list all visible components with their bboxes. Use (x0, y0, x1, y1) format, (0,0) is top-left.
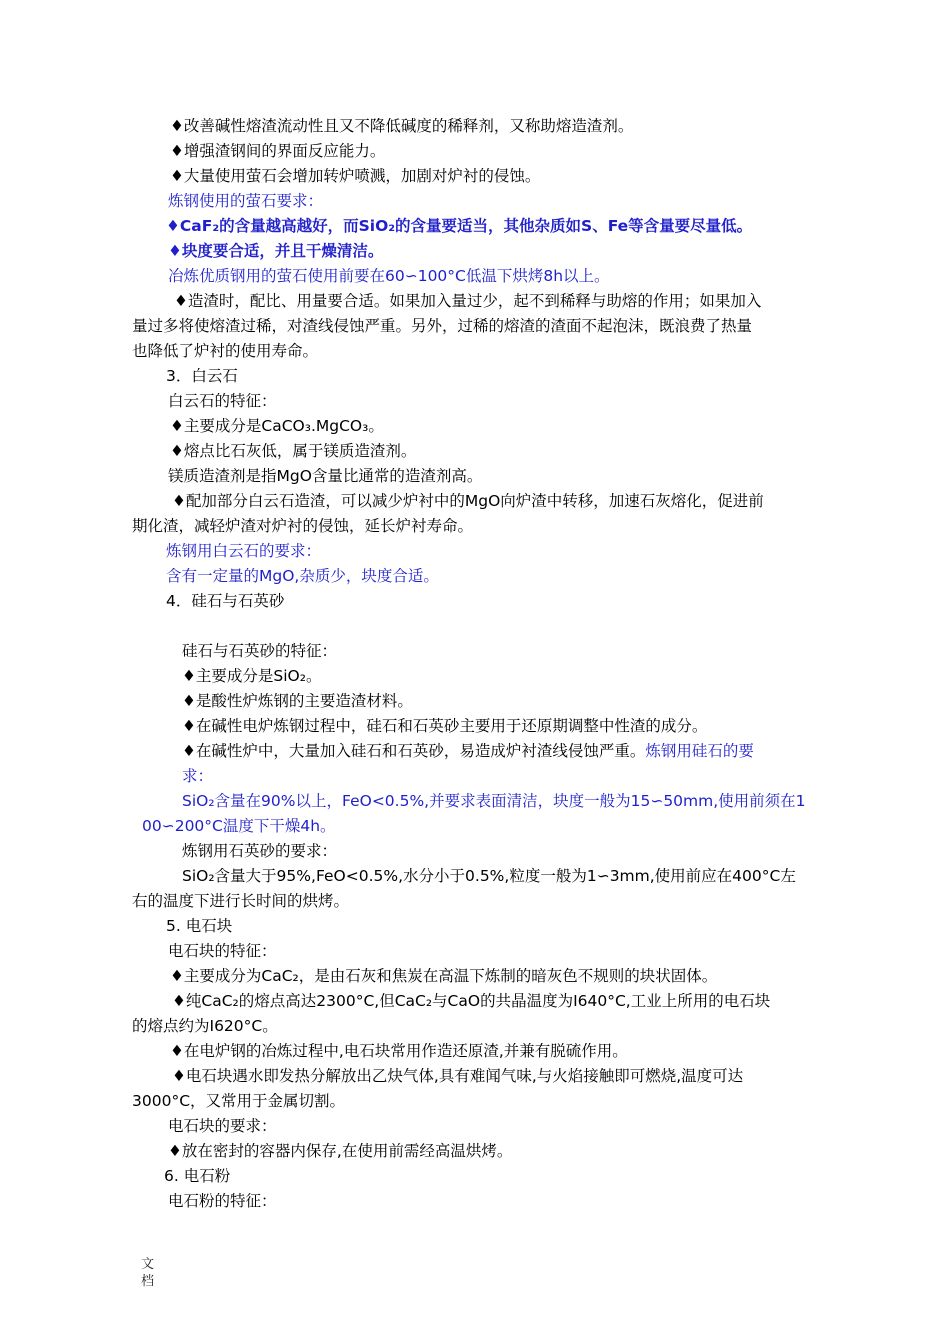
subheading: 硅石与石英砂的特征： (182, 642, 338, 660)
section-title: 3．白云石 (166, 367, 238, 385)
paragraph-line: 也降低了炉衬的使用寿命。 (132, 342, 319, 360)
subheading: 电石块的特征： (168, 942, 277, 960)
paragraph-line: ♦纯CaC₂的熔点高达2300°C,但CaC₂与CaO的共晶温度为I640°C,工业上所用的电石块 (172, 992, 771, 1010)
section-title: 5. 电石块 (166, 917, 233, 935)
text-line: ♦是酸性炉炼钢的主要造渣材料。 (182, 692, 413, 710)
text-line: ♦大量使用萤石会增加转炉喷溅，加剧对炉衬的侵蚀。 (170, 167, 541, 185)
section-title: 4．硅石与石英砂 (166, 592, 285, 610)
text-line (182, 741, 754, 761)
text-line: ♦在电炉钢的冶炼过程中,电石块常用作造还原渣,并兼有脱硫作用。 (170, 1042, 628, 1060)
requirement-line: 冶炼优质钢用的萤石使用前要在60∽100°C低温下烘烤8h以上。 (168, 267, 610, 285)
text-line: ♦主要成分是CaCO₃.MgCO₃。 (170, 417, 384, 435)
paragraph-line: SiO₂含量大于95%,FeO<0.5%,水分小于0.5%,粒度一般为1∽3mm,使用前应在400°C左 (182, 867, 796, 885)
section-title: 6. 电石粉 (164, 1167, 231, 1185)
text-line: ♦主要成分是SiO₂。 (182, 667, 322, 685)
paragraph-line: 期化渣，减轻炉渣对炉衬的侵蚀，延长炉衬寿命。 (132, 517, 474, 535)
page-footer-label: 文档 (141, 1257, 155, 1289)
text-line: ♦熔点比石灰低，属于镁质造渣剂。 (170, 442, 417, 460)
text-line: ♦改善碱性熔渣流动性且又不降低碱度的稀释剂，又称助熔造渣剂。 (170, 117, 634, 135)
paragraph-line: ♦造渣时，配比、用量要合适。如果加入量过少，起不到稀释与助熔的作用；如果加入 (174, 292, 762, 310)
text-segment: ♦在碱性炉中，大量加入硅石和石英砂，易造成炉衬渣线侵蚀严重。 (182, 742, 646, 760)
paragraph-line: 右的温度下进行长时间的烘烤。 (132, 892, 350, 910)
paragraph-line: ♦电石块遇水即发热分解放出乙炔气体,具有难闻气味,与火焰接触即可燃烧,温度可达 (172, 1067, 744, 1085)
paragraph-line: 量过多将使熔渣过稀，对渣线侵蚀严重。另外，过稀的熔渣的渣面不起泡沫，既浪费了热量 (132, 317, 753, 335)
text-line: ♦主要成分为CaC₂，是由石灰和焦炭在高温下炼制的暗灰色不规则的块状固体。 (170, 967, 718, 985)
paragraph-line: 的熔点约为I620°C。 (132, 1017, 278, 1035)
section-heading: 炼钢用白云石的要求： (166, 542, 322, 560)
subheading: 白云石的特征： (168, 392, 277, 410)
text-line: 镁质造渣剂是指MgO含量比通常的造渣剂高。 (168, 467, 483, 485)
requirement-line: SiO₂含量在90%以上，FeO<0.5%,并要求表面清洁，块度一般为15∽50mm,使用前须在1 (182, 792, 806, 810)
subheading: 炼钢用石英砂的要求： (182, 842, 338, 860)
requirement-line: 00∽200°C温度下干燥4h。 (142, 817, 336, 835)
section-heading: 炼钢用硅石的要 (645, 742, 754, 760)
requirement-line: 含有一定量的MgO,杂质少，块度合适。 (166, 567, 439, 585)
text-line: ♦放在密封的容器内保存,在使用前需经高温烘烤。 (168, 1142, 513, 1160)
requirement-line: ♦块度要合适，并且干燥清洁。 (168, 242, 384, 260)
requirement-line: ♦CaF₂的含量越高越好，而SiO₂的含量要适当，其他杂质如S、Fe等含量要尽量低。 (166, 217, 753, 235)
section-heading: 求： (182, 767, 214, 785)
subheading: 电石块的要求： (168, 1117, 277, 1135)
text-line: ♦增强渣钢间的界面反应能力。 (170, 142, 386, 160)
paragraph-line: 3000°C，又常用于金属切割。 (132, 1092, 346, 1110)
paragraph-line: ♦配加部分白云石造渣，可以减少炉衬中的MgO向炉渣中转移，加速石灰熔化，促进前 (172, 492, 764, 510)
subheading: 电石粉的特征： (168, 1192, 277, 1210)
text-line: ♦在碱性电炉炼钢过程中，硅石和石英砂主要用于还原期调整中性渣的成分。 (182, 717, 708, 735)
section-heading: 炼钢使用的萤石要求： (168, 192, 324, 210)
